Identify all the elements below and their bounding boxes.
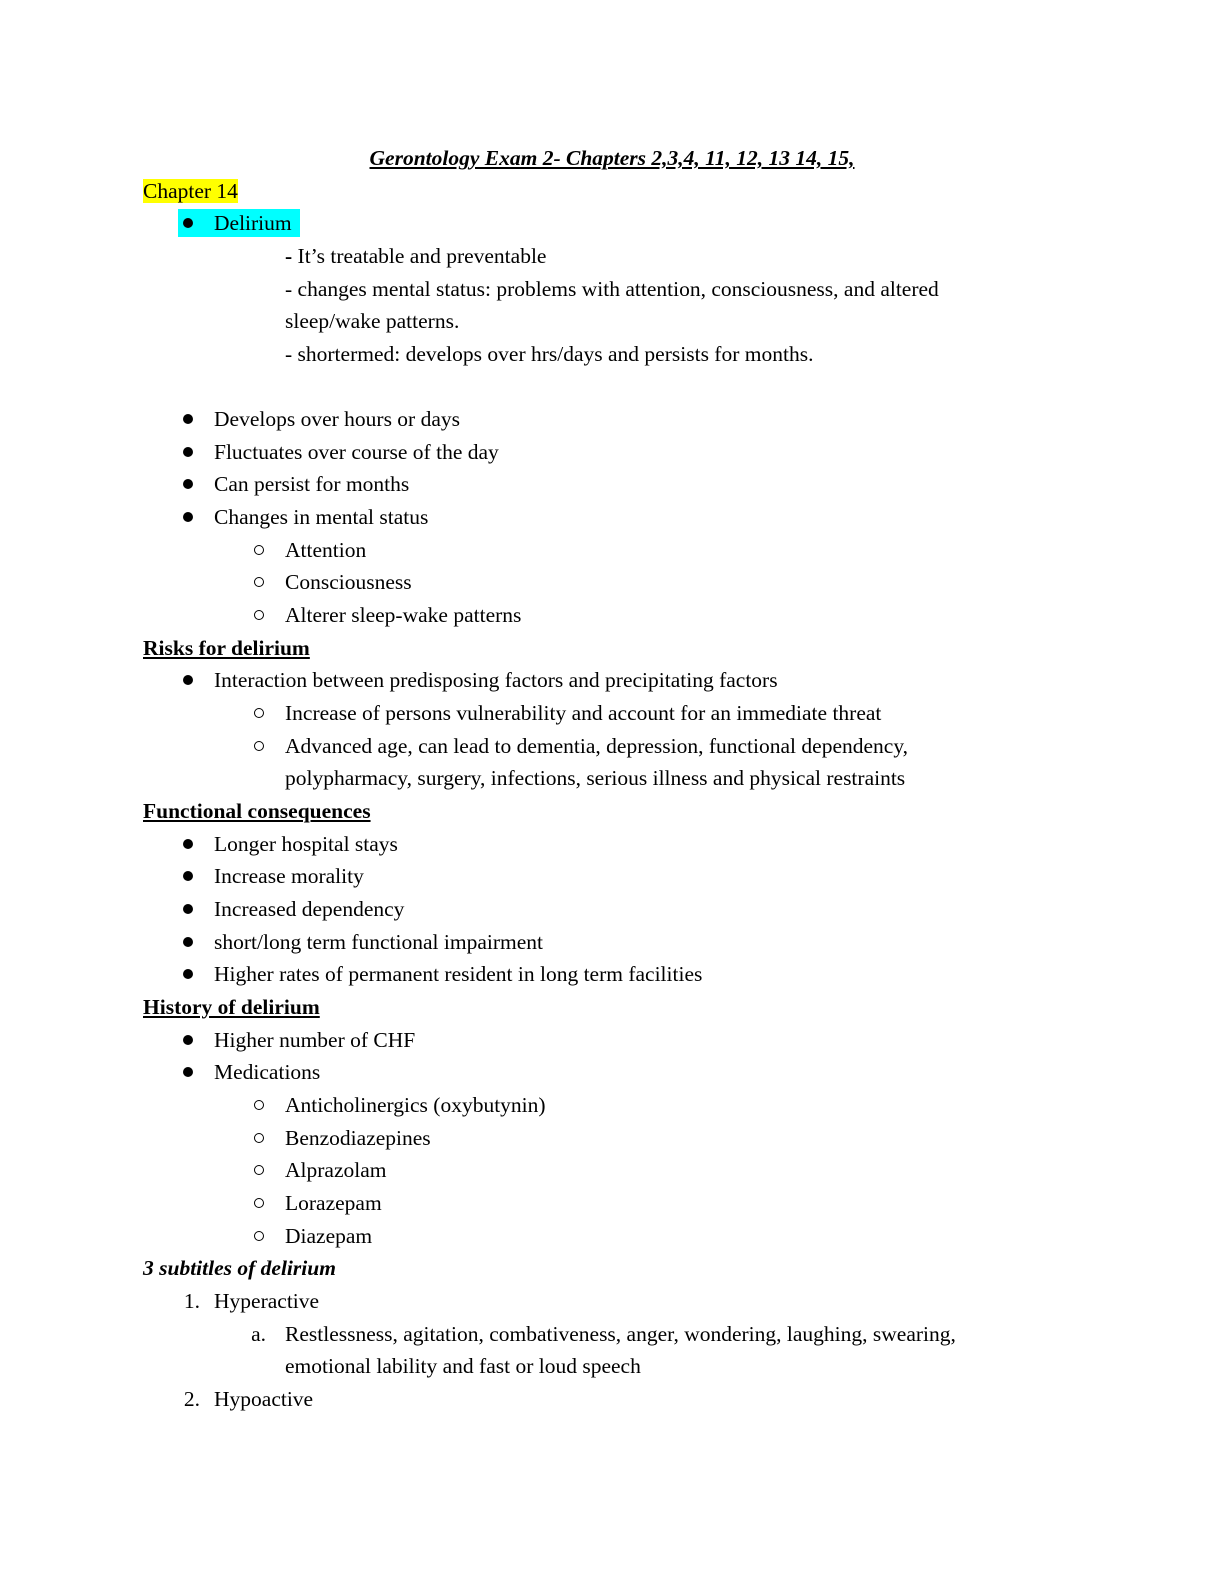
bullet-icon [178, 503, 198, 531]
bullet-icon [178, 1026, 198, 1054]
delirium-label: Delirium [214, 211, 292, 235]
sub-list-item-text: Lorazepam [285, 1191, 382, 1215]
list-item-text: Higher rates of permanent resident in long term facilities [214, 962, 703, 986]
numbered-item-text: Hypoactive [214, 1387, 314, 1411]
sub-list-item-text: Benzodiazepines [285, 1126, 431, 1150]
hollow-bullet-icon [249, 601, 269, 629]
delirium-item [178, 209, 300, 237]
list-item-text: short/long term functional impairment [214, 930, 543, 954]
list-item-text: Higher number of CHF [214, 1028, 416, 1052]
item-number: 1. [183, 1289, 200, 1313]
note-text: It’s treatable and preventable [292, 244, 547, 268]
bullet-icon [178, 862, 198, 890]
bullet-icon [178, 209, 198, 237]
hollow-bullet-icon [249, 1091, 269, 1119]
list-item-text: Develops over hours or days [214, 407, 461, 431]
hollow-bullet-icon [249, 1222, 269, 1250]
hollow-bullet-icon [249, 536, 269, 564]
hollow-bullet-icon [249, 568, 269, 596]
bullet-icon [178, 405, 198, 433]
list-item-text: Increased dependency [214, 897, 405, 921]
hollow-bullet-icon [249, 1156, 269, 1184]
sub-list-item-text: Increase of persons vulnerability and account for an immediate threat [285, 701, 882, 725]
list-item-text: Interaction between predisposing factors and precipitating factors [214, 668, 778, 692]
list-item-text: Longer hospital stays [214, 832, 398, 856]
item-letter: a. [251, 1322, 266, 1346]
delirium-note: - shortermed: develops over hrs/days and persists for months. [285, 342, 814, 366]
delirium-note: sleep/wake patterns. [285, 309, 460, 333]
bullet-icon [178, 438, 198, 466]
list-item-text: Changes in mental status [214, 505, 429, 529]
chapter-label [143, 177, 238, 205]
section-heading-functional: Functional consequences [143, 799, 371, 823]
sub-list-item-text: Advanced age, can lead to dementia, depression, functional dependency, [285, 734, 909, 758]
bullet-icon [178, 1058, 198, 1086]
bullet-icon [178, 830, 198, 858]
document-title: Gerontology Exam 2- Chapters 2,3,4, 11, 12, 13 14, 15, [369, 146, 855, 170]
list-item-text: Increase morality [214, 864, 364, 888]
sub-list-item-continuation: polypharmacy, surgery, infections, serious illness and physical restraints [285, 766, 906, 790]
list-item-text: Can persist for months [214, 472, 410, 496]
sub-list-item-text: Alterer sleep-wake patterns [285, 603, 522, 627]
section-heading-subtitles: 3 subtitles of delirium [143, 1256, 336, 1280]
delirium-note: - changes mental status: problems with attention, consciousness, and altered [285, 277, 939, 301]
delirium-note: - It’s treatable and preventable [285, 244, 547, 268]
bullet-icon [178, 895, 198, 923]
lettered-sub-item-continuation: emotional lability and fast or loud speech [285, 1354, 641, 1378]
hollow-bullet-icon [249, 1189, 269, 1217]
bullet-icon [178, 470, 198, 498]
sub-list-item-text: Alprazolam [285, 1158, 387, 1182]
sub-list-item-text: Anticholinergics (oxybutynin) [285, 1093, 546, 1117]
sub-list-item-text: Consciousness [285, 570, 412, 594]
chapter-label-text: Chapter 14 [143, 179, 238, 203]
section-heading-history: History of delirium [143, 995, 320, 1019]
sub-list-item-text: Diazepam [285, 1224, 373, 1248]
bullet-icon [178, 928, 198, 956]
bullet-icon [178, 666, 198, 694]
section-heading-risks: Risks for delirium [143, 636, 310, 660]
hollow-bullet-icon [249, 732, 269, 760]
list-item-text: Fluctuates over course of the day [214, 440, 499, 464]
lettered-sub-item-text: Restlessness, agitation, combativeness, anger, wondering, laughing, swearing, [285, 1322, 956, 1346]
numbered-item-text: Hyperactive [214, 1289, 320, 1313]
hollow-bullet-icon [249, 699, 269, 727]
bullet-icon [178, 960, 198, 988]
item-number: 2. [183, 1387, 200, 1411]
sub-list-item-text: Attention [285, 538, 367, 562]
hollow-bullet-icon [249, 1124, 269, 1152]
list-item-text: Medications [214, 1060, 321, 1084]
